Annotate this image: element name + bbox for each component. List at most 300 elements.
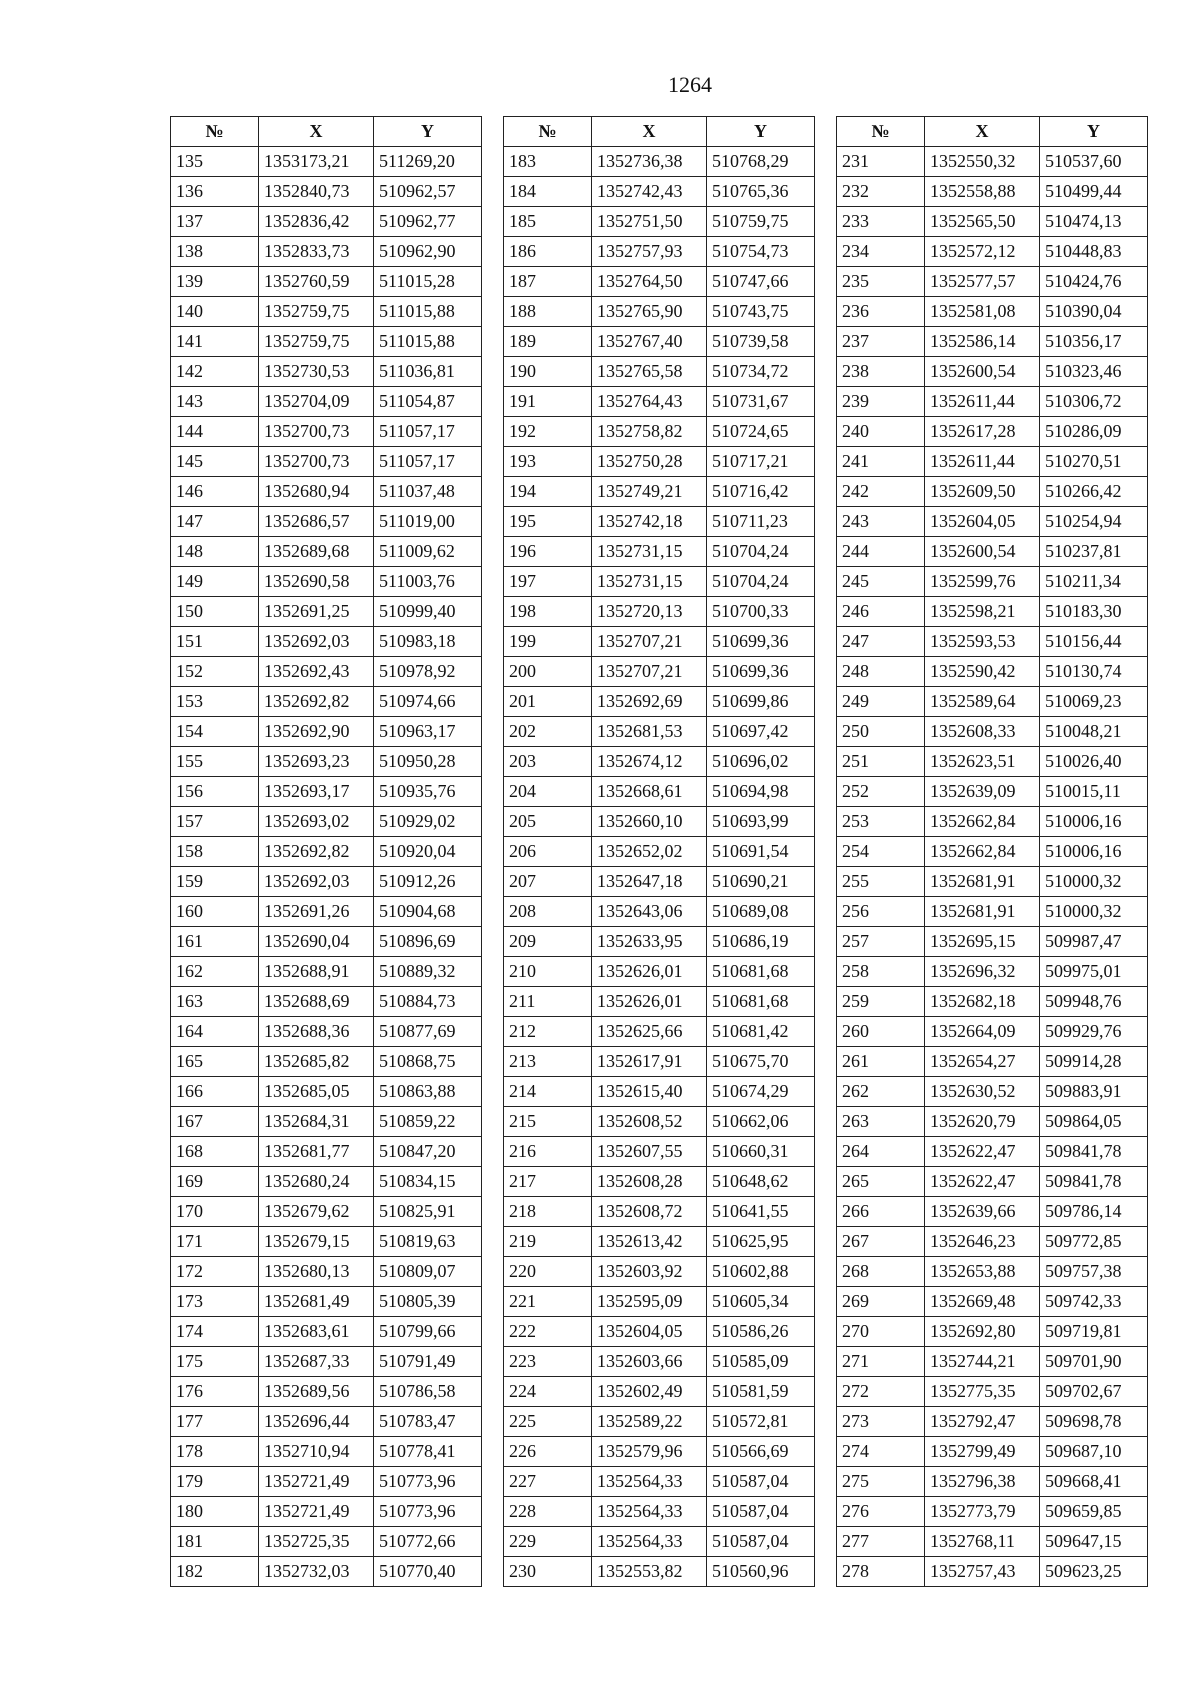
cell-y: 510717,21: [707, 447, 815, 477]
cell-y: 510773,96: [374, 1497, 482, 1527]
header-y: Y: [707, 117, 815, 147]
cell-y: 510962,77: [374, 207, 482, 237]
cell-x: 1352690,04: [259, 927, 374, 957]
table-row: [171, 1167, 482, 1197]
cell-y: 509883,91: [1040, 1077, 1148, 1107]
cell-number: 156: [171, 777, 259, 807]
table-row: [504, 1317, 815, 1347]
cell-x: 1352742,18: [592, 507, 707, 537]
cell-number: 171: [171, 1227, 259, 1257]
cell-x: 1352647,18: [592, 867, 707, 897]
cell-y: 510847,20: [374, 1137, 482, 1167]
cell-y: 510999,40: [374, 597, 482, 627]
cell-y: 510950,28: [374, 747, 482, 777]
cell-number: 226: [504, 1437, 592, 1467]
cell-number: 183: [504, 147, 592, 177]
table-row: [504, 507, 815, 537]
table-row: [837, 387, 1148, 417]
cell-y: 510572,81: [707, 1407, 815, 1437]
cell-number: 146: [171, 477, 259, 507]
cell-x: 1352615,40: [592, 1077, 707, 1107]
table-row: [504, 417, 815, 447]
cell-number: 143: [171, 387, 259, 417]
cell-x: 1352564,33: [592, 1527, 707, 1557]
cell-number: 264: [837, 1137, 925, 1167]
table-row: [171, 567, 482, 597]
cell-x: 1352751,50: [592, 207, 707, 237]
cell-number: 168: [171, 1137, 259, 1167]
cell-y: 510585,09: [707, 1347, 815, 1377]
table-row: [837, 927, 1148, 957]
cell-number: 224: [504, 1377, 592, 1407]
cell-number: 274: [837, 1437, 925, 1467]
cell-x: 1352620,79: [925, 1107, 1040, 1137]
cell-y: 509864,05: [1040, 1107, 1148, 1137]
cell-x: 1352744,21: [925, 1347, 1040, 1377]
cell-number: 157: [171, 807, 259, 837]
cell-y: 509914,28: [1040, 1047, 1148, 1077]
cell-y: 511057,17: [374, 417, 482, 447]
cell-x: 1352692,43: [259, 657, 374, 687]
cell-number: 181: [171, 1527, 259, 1557]
table-row: [504, 147, 815, 177]
cell-number: 185: [504, 207, 592, 237]
cell-x: 1352691,25: [259, 597, 374, 627]
cell-x: 1352599,76: [925, 567, 1040, 597]
cell-y: 510825,91: [374, 1197, 482, 1227]
table-row: [171, 657, 482, 687]
cell-y: 510724,65: [707, 417, 815, 447]
table-row: [504, 657, 815, 687]
cell-x: 1352764,43: [592, 387, 707, 417]
cell-number: 233: [837, 207, 925, 237]
cell-x: 1352687,33: [259, 1347, 374, 1377]
table-row: [171, 867, 482, 897]
cell-x: 1352603,66: [592, 1347, 707, 1377]
cell-y: 509772,85: [1040, 1227, 1148, 1257]
cell-x: 1352796,38: [925, 1467, 1040, 1497]
table-row: [504, 477, 815, 507]
cell-number: 269: [837, 1287, 925, 1317]
table-row: [504, 267, 815, 297]
cell-x: 1352768,11: [925, 1527, 1040, 1557]
table-row: [837, 777, 1148, 807]
cell-y: 511036,81: [374, 357, 482, 387]
cell-y: 510693,99: [707, 807, 815, 837]
cell-x: 1352679,15: [259, 1227, 374, 1257]
cell-number: 245: [837, 567, 925, 597]
cell-y: 509698,78: [1040, 1407, 1148, 1437]
cell-number: 194: [504, 477, 592, 507]
cell-number: 184: [504, 177, 592, 207]
cell-x: 1352742,43: [592, 177, 707, 207]
cell-x: 1352626,01: [592, 987, 707, 1017]
table-row: [837, 1197, 1148, 1227]
cell-x: 1352669,48: [925, 1287, 1040, 1317]
cell-number: 138: [171, 237, 259, 267]
table-row: [504, 1167, 815, 1197]
cell-number: 265: [837, 1167, 925, 1197]
table-row: [837, 147, 1148, 177]
table-row: [504, 537, 815, 567]
cell-number: 225: [504, 1407, 592, 1437]
cell-x: 1352598,21: [925, 597, 1040, 627]
cell-x: 1352760,59: [259, 267, 374, 297]
cell-x: 1352685,05: [259, 1077, 374, 1107]
cell-number: 262: [837, 1077, 925, 1107]
cell-x: 1352633,95: [592, 927, 707, 957]
cell-number: 259: [837, 987, 925, 1017]
cell-number: 268: [837, 1257, 925, 1287]
table-row: [171, 897, 482, 927]
cell-number: 214: [504, 1077, 592, 1107]
cell-y: 510805,39: [374, 1287, 482, 1317]
cell-y: 509929,76: [1040, 1017, 1148, 1047]
table-row: [504, 747, 815, 777]
table-row: [837, 837, 1148, 867]
cell-number: 154: [171, 717, 259, 747]
cell-y: 511269,20: [374, 147, 482, 177]
cell-number: 266: [837, 1197, 925, 1227]
cell-x: 1352765,90: [592, 297, 707, 327]
table-row: [171, 267, 482, 297]
cell-x: 1352595,09: [592, 1287, 707, 1317]
cell-y: 510747,66: [707, 267, 815, 297]
table-row: [837, 657, 1148, 687]
table-row: [171, 207, 482, 237]
cell-y: 510026,40: [1040, 747, 1148, 777]
table-row: [504, 447, 815, 477]
cell-y: 510237,81: [1040, 537, 1148, 567]
table-row: [837, 897, 1148, 927]
cell-x: 1352692,80: [925, 1317, 1040, 1347]
cell-y: 510323,46: [1040, 357, 1148, 387]
table-row: [837, 1527, 1148, 1557]
table-row: [837, 1257, 1148, 1287]
table-row: [504, 1557, 815, 1587]
cell-x: 1352693,17: [259, 777, 374, 807]
cell-x: 1352720,13: [592, 597, 707, 627]
table-row: [504, 807, 815, 837]
cell-y: 510819,63: [374, 1227, 482, 1257]
table-row: [171, 1137, 482, 1167]
cell-x: 1352792,47: [925, 1407, 1040, 1437]
cell-number: 277: [837, 1527, 925, 1557]
cell-x: 1352660,10: [592, 807, 707, 837]
cell-y: 511009,62: [374, 537, 482, 567]
cell-number: 149: [171, 567, 259, 597]
cell-number: 140: [171, 297, 259, 327]
cell-number: 166: [171, 1077, 259, 1107]
cell-y: 510859,22: [374, 1107, 482, 1137]
cell-number: 204: [504, 777, 592, 807]
cell-x: 1352757,43: [925, 1557, 1040, 1587]
table-row: [837, 1467, 1148, 1497]
table-header-row: [171, 117, 482, 147]
cell-number: 208: [504, 897, 592, 927]
cell-x: 1352653,88: [925, 1257, 1040, 1287]
cell-y: 509742,33: [1040, 1287, 1148, 1317]
table-row: [837, 237, 1148, 267]
cell-x: 1352759,75: [259, 297, 374, 327]
table-row: [171, 1287, 482, 1317]
cell-y: 511003,76: [374, 567, 482, 597]
cell-y: 510474,13: [1040, 207, 1148, 237]
cell-number: 188: [504, 297, 592, 327]
cell-number: 210: [504, 957, 592, 987]
cell-number: 212: [504, 1017, 592, 1047]
cell-number: 227: [504, 1467, 592, 1497]
table-row: [837, 1167, 1148, 1197]
cell-y: 510499,44: [1040, 177, 1148, 207]
cell-x: 1352692,03: [259, 627, 374, 657]
cell-x: 1352696,44: [259, 1407, 374, 1437]
cell-y: 510704,24: [707, 567, 815, 597]
cell-number: 217: [504, 1167, 592, 1197]
table-row: [837, 717, 1148, 747]
header-x: X: [925, 117, 1040, 147]
cell-number: 246: [837, 597, 925, 627]
cell-number: 219: [504, 1227, 592, 1257]
cell-x: 1352692,90: [259, 717, 374, 747]
table-row: [837, 327, 1148, 357]
table-row: [171, 777, 482, 807]
cell-y: 511015,88: [374, 327, 482, 357]
cell-x: 1352685,82: [259, 1047, 374, 1077]
cell-number: 241: [837, 447, 925, 477]
cell-x: 1352696,32: [925, 957, 1040, 987]
cell-number: 174: [171, 1317, 259, 1347]
cell-x: 1352622,47: [925, 1167, 1040, 1197]
table-row: [504, 1017, 815, 1047]
cell-y: 510689,08: [707, 897, 815, 927]
cell-y: 510156,44: [1040, 627, 1148, 657]
cell-y: 510306,72: [1040, 387, 1148, 417]
table-row: [504, 987, 815, 1017]
table-row: [504, 1227, 815, 1257]
cell-number: 155: [171, 747, 259, 777]
cell-number: 147: [171, 507, 259, 537]
cell-number: 237: [837, 327, 925, 357]
cell-number: 162: [171, 957, 259, 987]
cell-x: 1352643,06: [592, 897, 707, 927]
table-header-row: [504, 117, 815, 147]
cell-y: 510978,92: [374, 657, 482, 687]
cell-x: 1352558,88: [925, 177, 1040, 207]
cell-number: 190: [504, 357, 592, 387]
cell-y: 509786,14: [1040, 1197, 1148, 1227]
table-row: [504, 237, 815, 267]
cell-number: 195: [504, 507, 592, 537]
cell-y: 510734,72: [707, 357, 815, 387]
cell-y: 510884,73: [374, 987, 482, 1017]
cell-number: 239: [837, 387, 925, 417]
cell-x: 1352623,51: [925, 747, 1040, 777]
table-row: [171, 1017, 482, 1047]
table-row: [504, 1257, 815, 1287]
header-number: №: [504, 117, 592, 147]
table-row: [504, 1407, 815, 1437]
table-row: [837, 807, 1148, 837]
cell-x: 1352758,82: [592, 417, 707, 447]
table-row: [171, 447, 482, 477]
cell-x: 1352622,47: [925, 1137, 1040, 1167]
cell-x: 1352749,21: [592, 477, 707, 507]
cell-number: 151: [171, 627, 259, 657]
cell-number: 255: [837, 867, 925, 897]
cell-x: 1352721,49: [259, 1497, 374, 1527]
table-row: [837, 1377, 1148, 1407]
table-row: [837, 987, 1148, 1017]
cell-x: 1352764,50: [592, 267, 707, 297]
cell-number: 206: [504, 837, 592, 867]
cell-y: 509841,78: [1040, 1137, 1148, 1167]
table-row: [171, 1497, 482, 1527]
cell-x: 1352681,91: [925, 897, 1040, 927]
cell-y: 510000,32: [1040, 867, 1148, 897]
cell-number: 234: [837, 237, 925, 267]
table-row: [504, 1077, 815, 1107]
cell-number: 236: [837, 297, 925, 327]
cell-x: 1352840,73: [259, 177, 374, 207]
table-row: [171, 297, 482, 327]
table-row: [171, 1077, 482, 1107]
cell-number: 186: [504, 237, 592, 267]
cell-x: 1352765,58: [592, 357, 707, 387]
cell-y: 510681,68: [707, 957, 815, 987]
cell-number: 197: [504, 567, 592, 597]
table-row: [504, 1287, 815, 1317]
cell-number: 220: [504, 1257, 592, 1287]
cell-y: 509719,81: [1040, 1317, 1148, 1347]
cell-y: 510266,42: [1040, 477, 1148, 507]
cell-x: 1352646,23: [925, 1227, 1040, 1257]
cell-x: 1352681,91: [925, 867, 1040, 897]
cell-y: 510700,33: [707, 597, 815, 627]
cell-x: 1352679,62: [259, 1197, 374, 1227]
cell-number: 164: [171, 1017, 259, 1047]
cell-number: 205: [504, 807, 592, 837]
header-x: X: [259, 117, 374, 147]
table-header-row: [837, 117, 1148, 147]
cell-y: 510625,95: [707, 1227, 815, 1257]
cell-number: 192: [504, 417, 592, 447]
table-row: [837, 357, 1148, 387]
cell-x: 1352680,24: [259, 1167, 374, 1197]
cell-x: 1352691,26: [259, 897, 374, 927]
cell-y: 510681,42: [707, 1017, 815, 1047]
table-row: [837, 1347, 1148, 1377]
cell-y: 510904,68: [374, 897, 482, 927]
cell-x: 1352689,68: [259, 537, 374, 567]
cell-number: 141: [171, 327, 259, 357]
cell-y: 511037,48: [374, 477, 482, 507]
cell-number: 161: [171, 927, 259, 957]
cell-y: 509647,15: [1040, 1527, 1148, 1557]
table-row: [504, 897, 815, 927]
cell-y: 509948,76: [1040, 987, 1148, 1017]
table-row: [837, 177, 1148, 207]
table-row: [171, 1377, 482, 1407]
cell-number: 250: [837, 717, 925, 747]
coordinate-table-1: [170, 116, 482, 1587]
cell-x: 1352664,09: [925, 1017, 1040, 1047]
cell-x: 1352607,55: [592, 1137, 707, 1167]
table-row: [837, 1077, 1148, 1107]
table-row: [837, 597, 1148, 627]
cell-number: 165: [171, 1047, 259, 1077]
cell-x: 1352639,09: [925, 777, 1040, 807]
cell-y: 510690,21: [707, 867, 815, 897]
cell-x: 1352608,33: [925, 717, 1040, 747]
table-row: [171, 147, 482, 177]
cell-y: 510641,55: [707, 1197, 815, 1227]
table-row: [837, 1047, 1148, 1077]
cell-x: 1352608,28: [592, 1167, 707, 1197]
cell-number: 254: [837, 837, 925, 867]
table-row: [171, 927, 482, 957]
cell-number: 198: [504, 597, 592, 627]
cell-y: 510675,70: [707, 1047, 815, 1077]
table-row: [504, 1047, 815, 1077]
cell-y: 509623,25: [1040, 1557, 1148, 1587]
table-row: [837, 567, 1148, 597]
cell-y: 510704,24: [707, 537, 815, 567]
cell-y: 510739,58: [707, 327, 815, 357]
cell-number: 271: [837, 1347, 925, 1377]
cell-number: 211: [504, 987, 592, 1017]
cell-x: 1352693,23: [259, 747, 374, 777]
table-row: [171, 807, 482, 837]
cell-x: 1352731,15: [592, 567, 707, 597]
cell-y: 510786,58: [374, 1377, 482, 1407]
table-row: [837, 867, 1148, 897]
header-number: №: [837, 117, 925, 147]
cell-number: 253: [837, 807, 925, 837]
cell-x: 1352564,33: [592, 1497, 707, 1527]
table-row: [504, 1197, 815, 1227]
table-row: [171, 987, 482, 1017]
cell-x: 1352730,53: [259, 357, 374, 387]
cell-x: 1352799,49: [925, 1437, 1040, 1467]
cell-x: 1352707,21: [592, 627, 707, 657]
cell-x: 1352553,82: [592, 1557, 707, 1587]
table-row: [171, 477, 482, 507]
table-row: [504, 1437, 815, 1467]
cell-y: 510920,04: [374, 837, 482, 867]
table-row: [504, 1497, 815, 1527]
cell-number: 163: [171, 987, 259, 1017]
cell-number: 153: [171, 687, 259, 717]
cell-number: 243: [837, 507, 925, 537]
cell-y: 509702,67: [1040, 1377, 1148, 1407]
cell-number: 223: [504, 1347, 592, 1377]
table-row: [171, 747, 482, 777]
cell-x: 1352681,53: [592, 717, 707, 747]
table-row: [837, 627, 1148, 657]
cell-number: 145: [171, 447, 259, 477]
cell-x: 1352564,33: [592, 1467, 707, 1497]
cell-number: 256: [837, 897, 925, 927]
cell-number: 170: [171, 1197, 259, 1227]
cell-x: 1352625,66: [592, 1017, 707, 1047]
cell-x: 1352681,49: [259, 1287, 374, 1317]
table-row: [504, 1107, 815, 1137]
cell-number: 176: [171, 1377, 259, 1407]
cell-y: 510587,04: [707, 1527, 815, 1557]
cell-y: 510809,07: [374, 1257, 482, 1287]
cell-x: 1352589,64: [925, 687, 1040, 717]
